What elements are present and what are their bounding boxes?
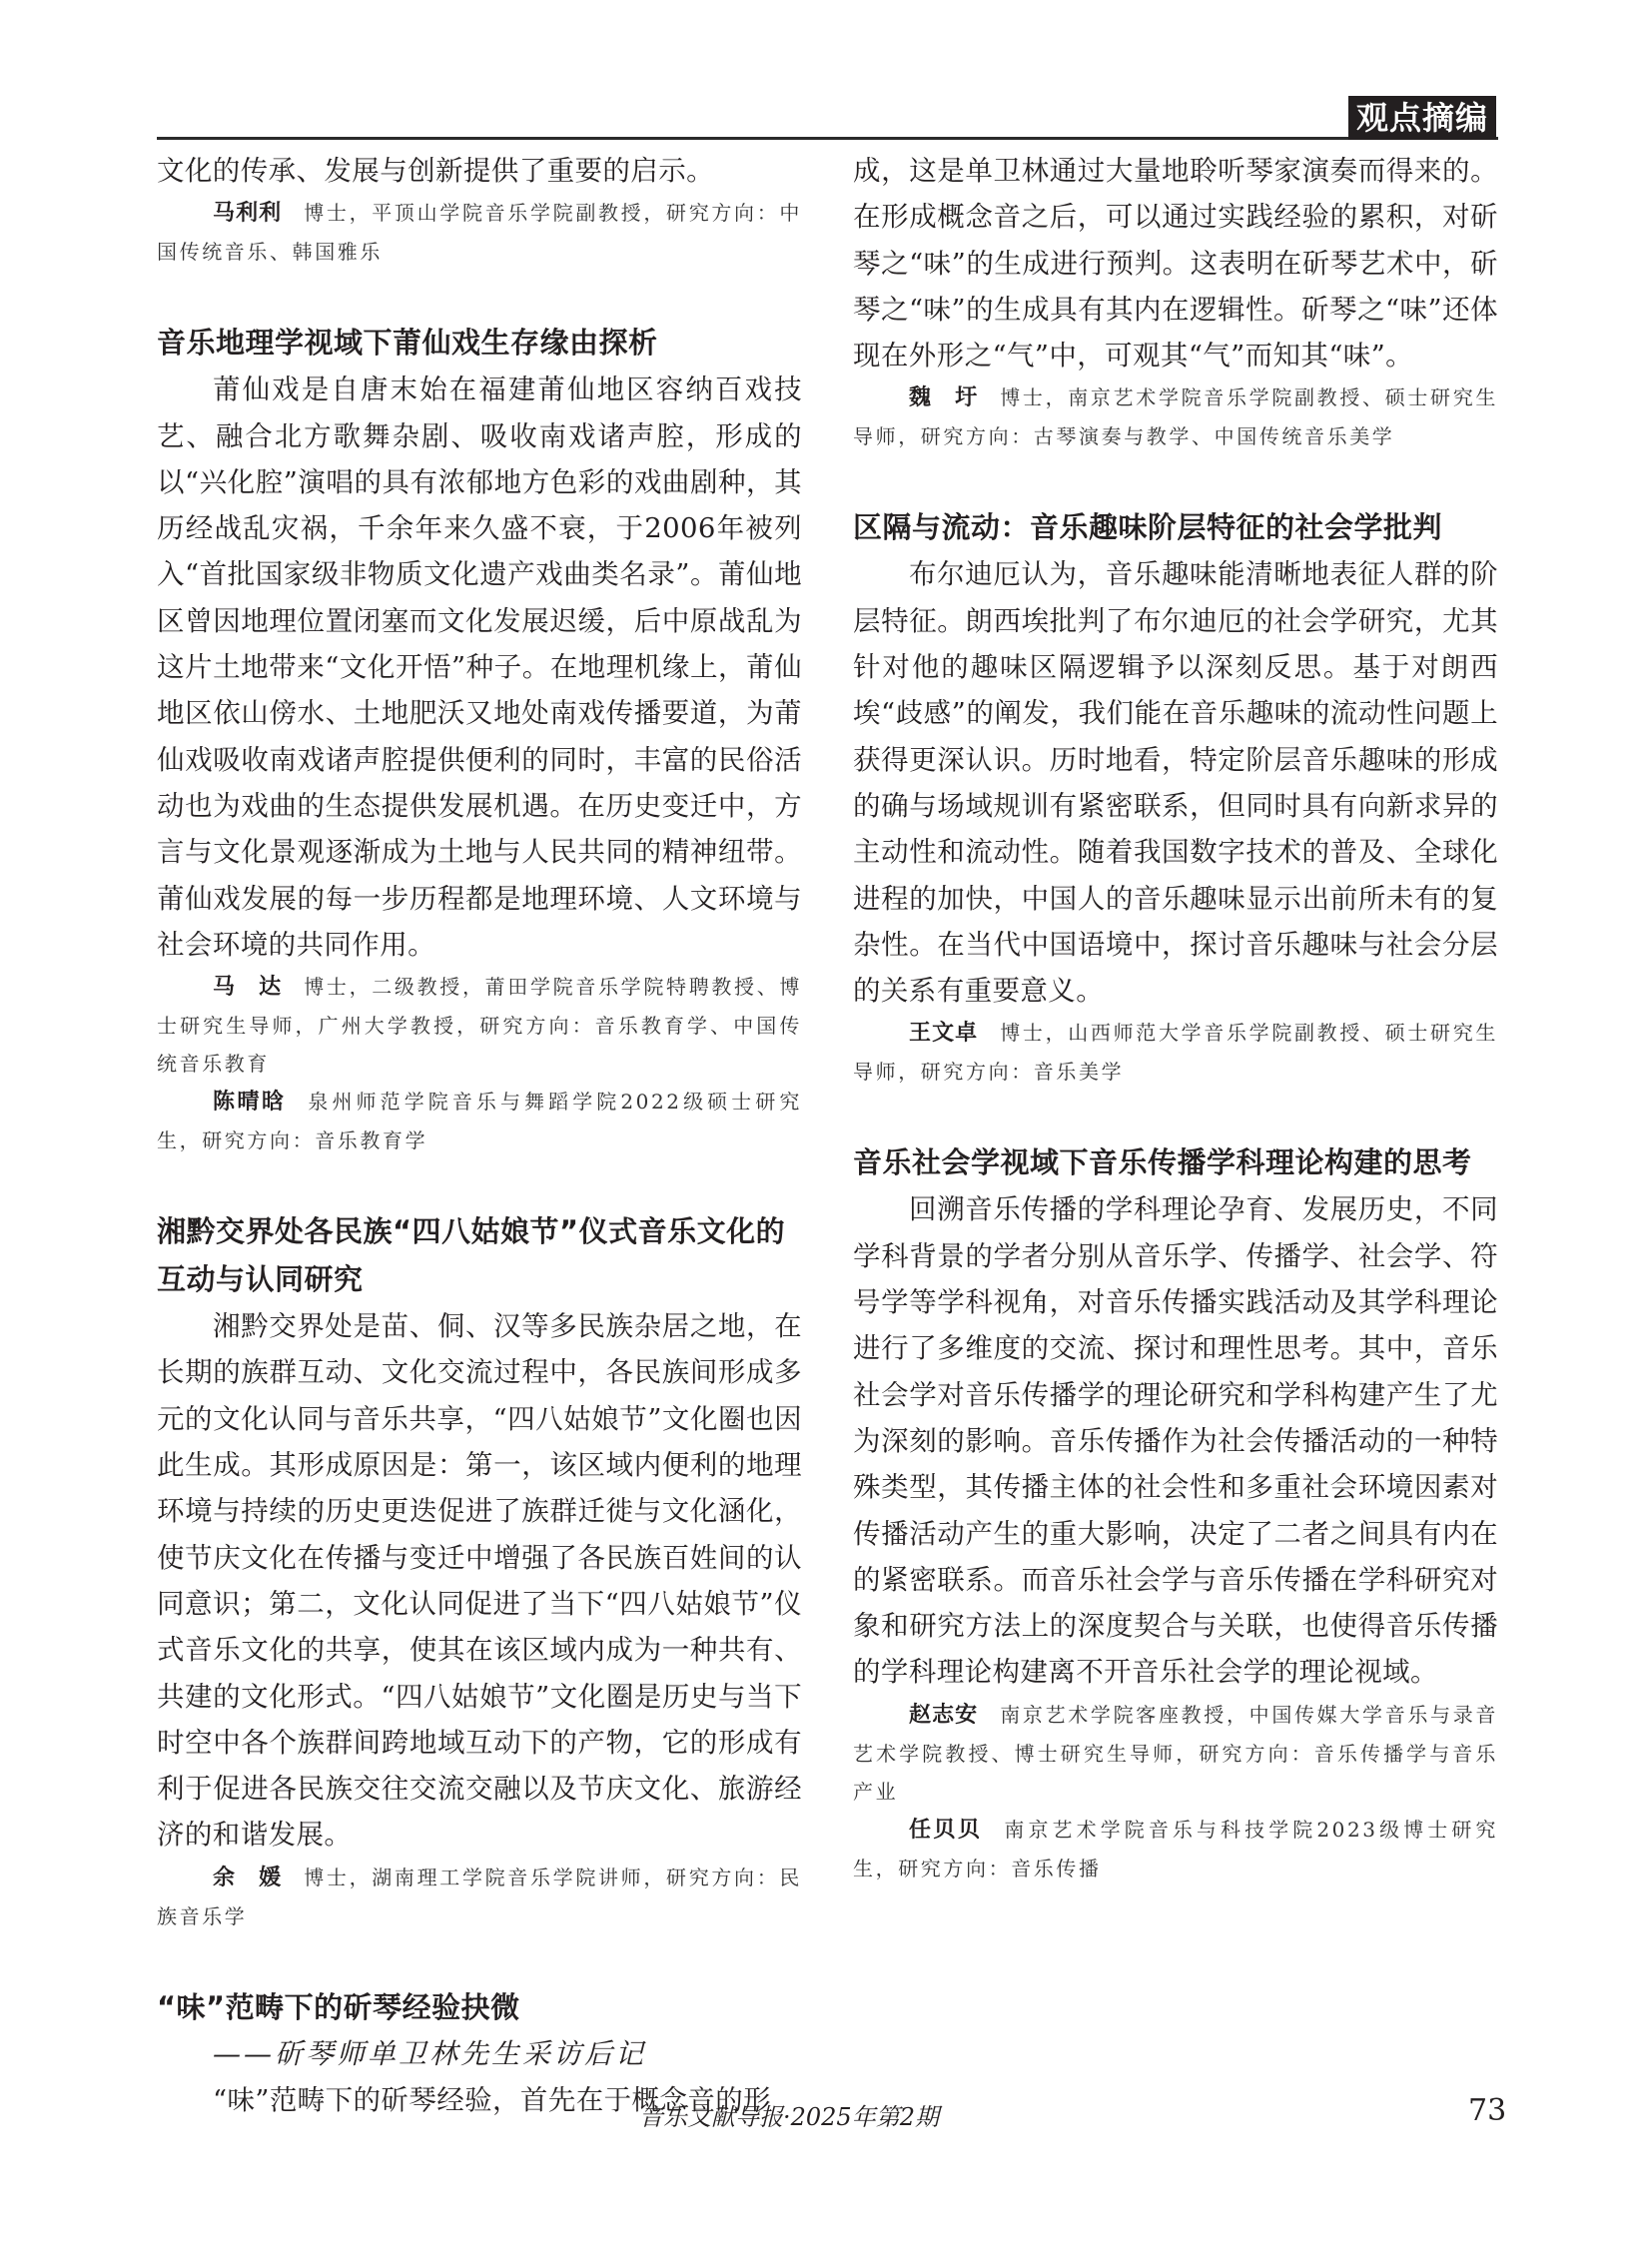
page-number: 73: [1468, 2093, 1507, 2128]
author-bio: 南京艺术学院客座教授，中国传媒大学音乐与录音艺术学院教授、博士研究生导师，研究方向：音乐传播学与音乐产业: [853, 1702, 1498, 1804]
author-credit: [157, 1859, 802, 1935]
author-name: 陈晴晗: [213, 1090, 287, 1116]
author-name: 魏 圩: [909, 385, 979, 411]
author-credit: [157, 194, 802, 271]
article-title: 音乐地理学视域下莆仙戏生存缘由探析: [157, 326, 658, 361]
author-name: 赵志安: [909, 1702, 979, 1728]
author-name: 任贝贝: [909, 1817, 983, 1843]
author-credit: [157, 1083, 802, 1159]
footer-journal-name: 音乐文献导报·2025年第2期: [639, 2103, 939, 2131]
article-body: 湘黔交界处是苗、侗、汉等多民族杂居之地，在长期的族群互动、文化交流过程中，各民族间形成多元的文化认同与音乐共享，“四八姑娘节”文化圈也因此生成。其形成原因是：第一，该区域内便利的地理环境与持续的历史更迭促进了族群迁徙与文化涵化，使节庆文化在传播与变迁中增强了各民族百姓间的认同意识；第二，文化认同促进了当下“四八姑娘节”仪式音乐文化的共享，使其在该区域内成为一种共有、共建的文化形式。“四八姑娘节”文化圈是历史与当下时空中各个族群间跨地域互动下的产物，它的形成有利于促进各民族交往交流交融以及节庆文化、旅游经济的和谐发展。: [157, 1310, 802, 1852]
left-column: [157, 148, 802, 2123]
article-taste-distinction: [853, 503, 1498, 1091]
right-column: [853, 148, 1498, 1887]
section-tag: 观点摘编: [1348, 96, 1496, 140]
author-bio: 博士，二级教授，莆田学院音乐学院特聘教授、博士研究生导师，广州大学教授，研究方向：音乐教育学、中国传统音乐教育: [157, 975, 802, 1077]
continuation-text: 成，这是单卫林通过大量地聆听琴家演奏而得来的。在形成概念音之后，可以通过实践经验的累积，对斫琴之“味”的生成进行预判。这表明在斫琴艺术中，斫琴之“味”的生成具有其内在逻辑性。斫琴之“味”还体现在外形之“气”中，可观其“气”而知其“味”。: [853, 155, 1498, 373]
author-bio: 博士，南京艺术学院音乐学院副教授、硕士研究生导师，研究方向：古琴演奏与教学、中国传统音乐美学: [853, 385, 1498, 449]
author-credit: [853, 1014, 1498, 1091]
author-name: 马 达: [213, 975, 283, 1001]
article-title: 湘黔交界处各民族“四八姑娘节”仪式音乐文化的互动与认同研究: [157, 1214, 786, 1297]
author-bio: 南京艺术学院音乐与科技学院2023级博士研究生，研究方向：音乐传播: [853, 1817, 1498, 1880]
author-bio: 博士，湖南理工学院音乐学院讲师，研究方向：民族音乐学: [157, 1865, 802, 1928]
article-siba-festival: [157, 1207, 802, 1935]
article-title: 区隔与流动：音乐趣味阶层特征的社会学批判: [853, 510, 1443, 545]
author-bio: 博士，平顶山学院音乐学院副教授，研究方向：中国传统音乐、韩国雅乐: [157, 201, 802, 265]
author-credit: [157, 968, 802, 1083]
article-title: “味”范畴下的斫琴经验抉微: [157, 1989, 520, 2024]
author-bio: 博士，山西师范大学音乐学院副教授、硕士研究生导师，研究方向：音乐美学: [853, 1021, 1498, 1085]
author-credit: [853, 1811, 1498, 1887]
article-music-communication: [853, 1138, 1498, 1886]
article-body: 莆仙戏是自唐末始在福建莆仙地区容纳百戏技艺、融合北方歌舞杂剧、吸收南戏诸声腔，形成的以“兴化腔”演唱的具有浓郁地方色彩的戏曲剧种，其历经战乱灾祸，千余年来久盛不衰，于2006年被列入“首批国家级非物质文化遗产戏曲类名录”。莆仙地区曾因地理位置闭塞而文化发展迟缓，后中原战乱为这片土地带来“文化开悟”种子。在地理机缘上，莆仙地区依山傍水、土地肥沃又地处南戏传播要道，为莆仙戏吸收南戏诸声腔提供便利的同时，丰富的民俗活动也为戏曲的生态提供发展机遇。在历史变迁中，方言与文化景观逐渐成为土地与人民共同的精神纽带。莆仙戏发展的每一步历程都是地理环境、人文环境与社会环境的共同作用。: [157, 374, 802, 961]
continuation-text: 文化的传承、发展与创新提供了重要的启示。: [157, 155, 714, 187]
author-bio: 泉州师范学院音乐与舞蹈学院2022级硕士研究生，研究方向：音乐教育学: [157, 1090, 802, 1153]
article-putian-opera: [157, 319, 802, 1159]
author-credit: [853, 378, 1498, 455]
author-name: 马利利: [213, 201, 283, 227]
article-body: “味”范畴下的斫琴经验，首先在于概念音的形: [213, 2083, 772, 2116]
author-name: 余 媛: [213, 1865, 283, 1890]
article-subtitle: ——斫琴师单卫林先生采访后记: [213, 2036, 647, 2070]
author-name: 王文卓: [909, 1021, 979, 1047]
article-title: 音乐社会学视域下音乐传播学科理论构建的思考: [853, 1145, 1472, 1180]
article-body: 布尔迪厄认为，音乐趣味能清晰地表征人群的阶层特征。朗西埃批判了布尔迪厄的社会学研究，尤其针对他的趣味区隔逻辑予以深刻反思。基于对朗西埃“歧感”的阐发，我们能在音乐趣味的流动性问题上获得更深认识。历时地看，特定阶层音乐趣味的形成的确与场域规训有紧密联系，但同时具有向新求异的主动性和流动性。随着我国数字技术的普及、全球化进程的加快，中国人的音乐趣味显示出前所未有的复杂性。在当代中国语境中，探讨音乐趣味与社会分层的关系有重要意义。: [853, 558, 1498, 1008]
author-credit: [853, 1696, 1498, 1811]
header-rule: [157, 137, 1498, 140]
article-body: 回溯音乐传播的学科理论孕育、发展历史，不同学科背景的学者分别从音乐学、传播学、社会学、符号学等学科视角，对音乐传播实践活动及其学科理论进行了多维度的交流、探讨和理性思考。其中，音乐社会学对音乐传播学的理论研究和学科构建产生了尤为深刻的影响。音乐传播作为社会传播活动的一种特殊类型，其传播主体的社会性和多重社会环境因素对传播活动产生的重大影响，决定了二者之间具有内在的紧密联系。而音乐社会学与音乐传播在学科研究对象和研究方法上的深度契合与关联，也使得音乐传播的学科理论构建离不开音乐社会学的理论视域。: [853, 1193, 1498, 1689]
